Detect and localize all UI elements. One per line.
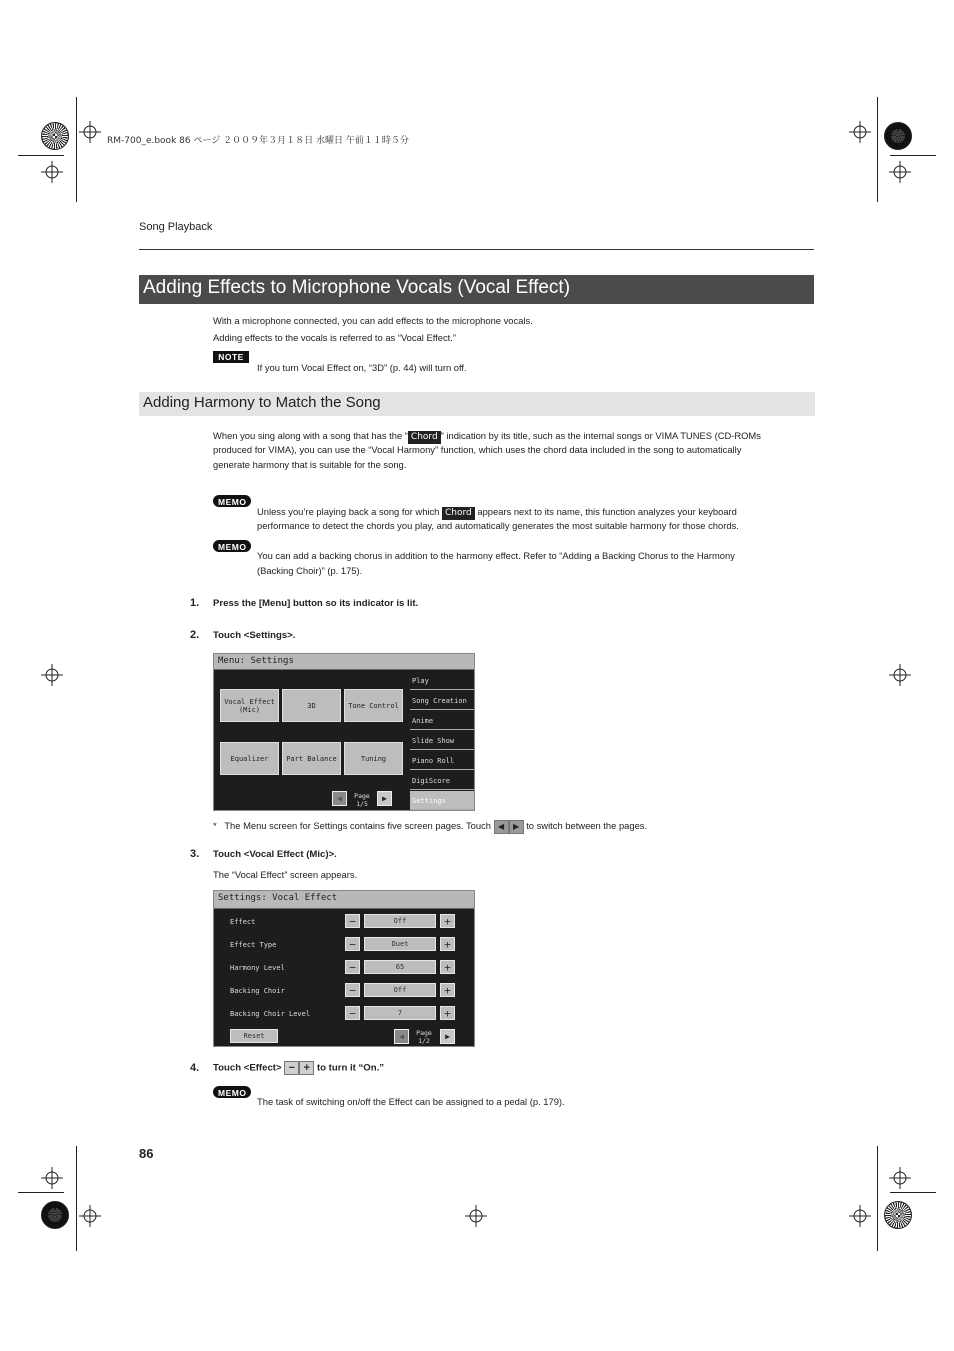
memo1-line-2: performance to detect the chords you play, and automatically generates the most suitable harmony for those chords. [257, 520, 739, 531]
tuning-tile[interactable]: Tuning [344, 742, 403, 775]
step4-pre: Touch <Effect> [213, 1062, 282, 1074]
crop-mark [76, 1146, 77, 1251]
backing-choir-value: Off [364, 983, 436, 997]
crosshair-icon [849, 121, 871, 143]
harmony-level-plus-button[interactable]: + [440, 960, 455, 974]
crosshair-icon [849, 1205, 871, 1227]
intro-line-1: With a microphone connected, you can add effects to the microphone vocals. [213, 315, 533, 326]
harmony-para-line-2: produced for VIMA), you can use the “Vocal Harmony” function, which uses the chord data included in the song to automatically [213, 444, 742, 455]
memo-badge: MEMO [213, 495, 251, 507]
step4-post: to turn it “On.” [316, 1062, 385, 1074]
harmony-level-value: 65 [364, 960, 436, 974]
menu-item-settings[interactable]: Settings [410, 791, 474, 810]
memo-badge: MEMO [213, 1086, 251, 1098]
header-rule [139, 249, 814, 250]
note-text: If you turn Vocal Effect on, “3D” (p. 44) will turn off. [257, 362, 467, 373]
intro-line-2: Adding effects to the vocals is referred to as “Vocal Effect.” [213, 332, 457, 343]
crop-mark [877, 97, 878, 202]
page-prev-button[interactable]: ◀ [394, 1029, 409, 1044]
row-label: Effect [230, 918, 256, 926]
vocal-effect-tile[interactable]: Vocal Effect (Mic) [220, 689, 279, 722]
registration-starburst [41, 1201, 69, 1229]
crop-mark [76, 97, 77, 202]
step-text: Touch <Vocal Effect (Mic)>. [213, 849, 337, 860]
page-next-button[interactable]: ▶ [377, 791, 392, 806]
menu-item-play[interactable]: Play [410, 671, 474, 690]
plus-icon: + [299, 1061, 314, 1075]
footnote [213, 818, 647, 834]
page-next-button[interactable]: ▶ [440, 1029, 455, 1044]
chord-icon: Chord [408, 431, 441, 444]
vocal-effect-screen [213, 890, 475, 1047]
equalizer-tile[interactable]: Equalizer [220, 742, 279, 775]
crosshair-icon [41, 664, 63, 686]
effect-value: Off [364, 914, 436, 928]
crop-mark [18, 155, 64, 156]
backing-choir-level-value: 7 [364, 1006, 436, 1020]
reset-button[interactable]: Reset [230, 1029, 278, 1043]
effect-type-value: Duet [364, 937, 436, 951]
step-text: Press the [Menu] button so its indicator is lit. [213, 598, 419, 609]
memo1-post: appears next to its name, this function analyzes your keyboard [477, 506, 737, 517]
menu-item-slide-show[interactable]: Slide Show [410, 731, 474, 750]
harmony-para-line-3: generate harmony that is suitable for the song. [213, 459, 407, 470]
backing-choir-level-minus-button[interactable]: − [345, 1006, 360, 1020]
crosshair-icon [41, 161, 63, 183]
menu-item-anime[interactable]: Anime [410, 711, 474, 730]
row-label: Backing Choir [230, 987, 285, 995]
page-prev-button[interactable]: ◀ [332, 791, 347, 806]
page-label: Page [416, 1029, 432, 1037]
harmony-pre: When you sing along with a song that has the “ [213, 430, 408, 441]
crop-mark [890, 1192, 936, 1193]
effect-type-plus-button[interactable]: + [440, 937, 455, 951]
crosshair-icon [889, 1167, 911, 1189]
memo-badge: MEMO [213, 540, 251, 552]
crop-mark [18, 1192, 64, 1193]
step3-result: The “Vocal Effect” screen appears. [213, 869, 358, 880]
page-indicator [350, 792, 374, 808]
menu-item-piano-roll[interactable]: Piano Roll [410, 751, 474, 770]
registration-starburst [884, 122, 912, 150]
page-indicator [412, 1029, 436, 1045]
backing-choir-minus-button[interactable]: − [345, 983, 360, 997]
subsection-title: Adding Harmony to Match the Song [139, 392, 815, 416]
running-head: Song Playback [139, 221, 213, 233]
memo1-pre: Unless you’re playing back a song for which [257, 506, 440, 517]
registration-starburst [41, 122, 69, 150]
crosshair-icon [465, 1205, 487, 1227]
step-number: 3. [190, 848, 200, 860]
chord-icon: Chord [442, 507, 475, 520]
tone-control-tile[interactable]: Tone Control [344, 689, 403, 722]
footnote-star: * [213, 820, 217, 831]
crosshair-icon [889, 161, 911, 183]
memo2-line-1: You can add a backing chorus in addition to the harmony effect. Refer to “Adding a Backing Chorus to the Harmony [257, 550, 735, 561]
menu-settings-screen [213, 653, 475, 811]
crosshair-icon [41, 1167, 63, 1189]
memo3-text: The task of switching on/off the Effect can be assigned to a pedal (p. 179). [257, 1096, 565, 1107]
effect-minus-button[interactable]: − [345, 914, 360, 928]
backing-choir-level-plus-button[interactable]: + [440, 1006, 455, 1020]
page-value: 1/2 [418, 1037, 430, 1045]
harmony-post: ” indication by its title, such as the internal songs or VIMA TUNES (CD-ROMs [440, 430, 761, 441]
effect-plus-button[interactable]: + [440, 914, 455, 928]
step-text [213, 1061, 384, 1075]
crop-mark [877, 1146, 878, 1251]
footnote-post: to switch between the pages. [526, 820, 648, 831]
row-label: Harmony Level [230, 964, 285, 972]
section-title: Adding Effects to Microphone Vocals (Vocal Effect) [139, 275, 814, 304]
crosshair-icon [79, 1205, 101, 1227]
crosshair-icon [889, 664, 911, 686]
file-header: RM-700_e.book 86 ページ ２００９年３月１８日 水曜日 午前１１時５分 [107, 136, 409, 146]
step-number: 2. [190, 629, 200, 641]
screen-title: Settings: Vocal Effect [214, 891, 474, 909]
note-badge: NOTE [213, 351, 249, 363]
page-label: Page [354, 792, 370, 800]
menu-item-song-creation[interactable]: Song Creation [410, 691, 474, 710]
screen-title: Menu: Settings [214, 654, 474, 670]
harmony-level-minus-button[interactable]: − [345, 960, 360, 974]
step-number: 4. [190, 1062, 200, 1074]
row-label: Effect Type [230, 941, 277, 949]
left-arrow-icon: ◀ [494, 820, 509, 834]
step-text: Touch <Settings>. [213, 630, 296, 641]
menu-item-digiscore[interactable]: DigiScore [410, 771, 474, 790]
3d-tile[interactable]: 3D [282, 689, 341, 722]
page-number: 86 [139, 1146, 154, 1161]
row-label: Backing Choir Level [230, 1010, 311, 1018]
footnote-pre: The Menu screen for Settings contains five screen pages. Touch [224, 820, 491, 831]
crosshair-icon [79, 121, 101, 143]
step-number: 1. [190, 597, 200, 609]
effect-type-minus-button[interactable]: − [345, 937, 360, 951]
part-balance-tile[interactable]: Part Balance [282, 742, 341, 775]
memo2-line-2: (Backing Choir)” (p. 175). [257, 565, 363, 576]
registration-starburst [884, 1201, 912, 1229]
page-value: 1/5 [356, 800, 368, 808]
minus-icon: − [284, 1061, 299, 1075]
crop-mark [890, 155, 936, 156]
right-arrow-icon: ▶ [509, 820, 524, 834]
backing-choir-plus-button[interactable]: + [440, 983, 455, 997]
